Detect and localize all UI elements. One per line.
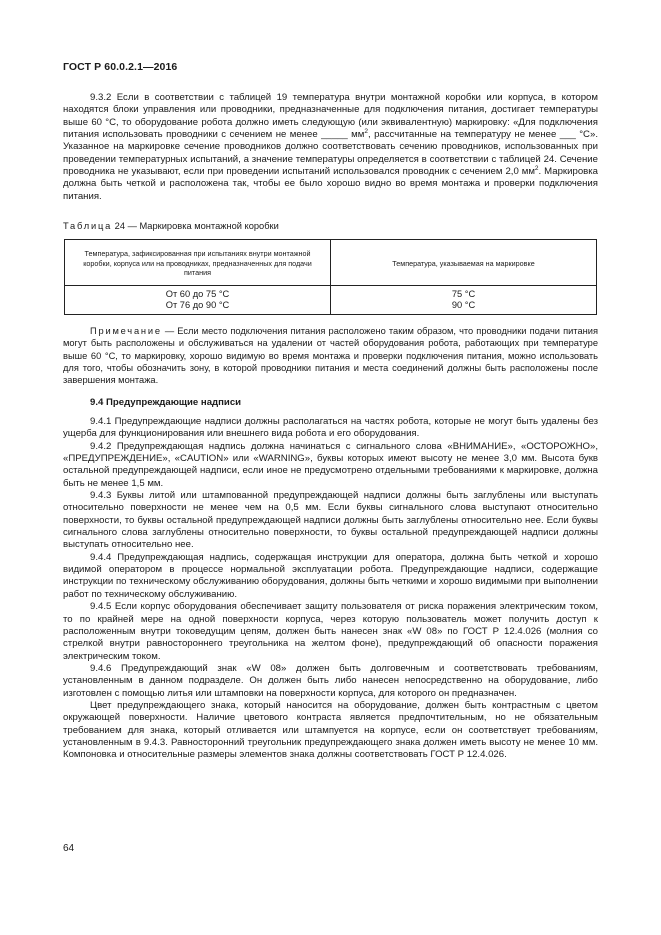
page-number: 64 xyxy=(63,843,75,854)
superscript: 2 xyxy=(534,164,539,172)
table-header-col1: Температура, зафиксированная при испытаниях внутри монтажной коробки, корпуса или на проводниках, предназначенных для подачи питания xyxy=(65,240,331,286)
paragraph-9-4-3: 9.4.3 Буквы литой или штампованной предупреждающей надписи должны быть заглублены или выступать относительно поверхности не менее чем на 0,5 мм. Если буквы сигнального слова выступают относительно поверхности, то буквы остальной предупреждающей надписи должны быть заглублены относительно нее. Если буквы сигнального слова заглублены относительно поверхности, то буквы остальной предупреждающей надписи должны выступать относительно нее. xyxy=(63,490,598,551)
table-note xyxy=(63,325,598,387)
table-cell: 75 °С 90 °С xyxy=(331,285,597,314)
table-caption-text: 24 — Маркировка монтажной коробки xyxy=(114,221,279,232)
paragraph-9-4-6: 9.4.6 Предупреждающий знак «W 08» должен быть долговечным и соответствовать требованиям, установленным в данном подразделе. Он должен быть либо нанесен непосредственно на оборудование, либо изготовлен с помощью литья или штамповки на поверхности корпуса, для которого он предназначен. xyxy=(63,662,598,699)
superscript: 2 xyxy=(364,127,368,135)
table-cell: От 60 до 75 °С От 76 до 90 °С xyxy=(65,285,331,314)
section-title-9-4: 9.4 Предупреждающие надписи xyxy=(90,396,242,408)
table-header-col2: Температура, указываемая на маркировке xyxy=(331,240,597,286)
table-caption xyxy=(63,220,598,232)
paragraph-9-4-1: 9.4.1 Предупреждающие надписи должны располагаться на частях робота, которые не могут быть удалены без ущерба для функционирования или внешнего вида робота и его оборудования. xyxy=(63,416,598,440)
table-header-row xyxy=(65,240,597,286)
paragraph-sign-color: Цвет предупреждающего знака, который наносится на оборудование, должен быть контрастным с цветом окружающей поверхности. Наличие цветового контраста является предпочтительным, но не обязательным требованием для знака, который отливается или штампуется на корпусе, если он соответствует требованиям, установленным в 9.4.3. Равносторонний треугольник предупреждающего знака должен иметь высоту не менее 10 мм. Компоновка и относительные размеры элементов знака должны соответствовать ГОСТ Р 12.4.026. xyxy=(63,699,598,761)
note-text: — Если место подключения питания расположено таким образом, что проводники подачи питания могут быть расположены и обслуживаться на удалении от частей оборудования робота, работающих при температуре выше 60 °С, то маркировку, хорошо видимую во время монтажа и проверки подключения питания, можно использовать для того, чтобы обозначить зону, в которой проводники питания и места соединений должны быть расположены после завершения монтажа. xyxy=(63,325,598,386)
paragraph-9-3-2: 9.3.2 Если в соответствии с таблицей 19 температура внутри монтажной коробки или корпуса, в котором находятся блоки управления или проводники, предназначенные для подключения питания, достигает температуры выше 60 °С, то оборудование робота должно иметь следующую (или эквивалентную) маркировку: «Для подключения питания использовать проводники с сечением не менее _____ $мм^2$, рассчитанные на температуру не менее ___ °С». Указанное на маркировке сечение проводников должно соответствовать сечению проводников, использованных при проведении температурных испытаний, а значение температуры определяется в соответствии с таблицей 24. Сечение проводника не указывают, если при проведении испытаний использовался проводник с сечением 2,0 $мм^2$. Маркировка должна быть четкой и расположена так, чтобы ее было хорошо видно во время монтажа и проверки подключения питания. xyxy=(63,92,598,202)
paragraph-9-4-2: 9.4.2 Предупреждающая надпись должна начинаться с сигнального слова «ВНИМАНИЕ», «ОСТОРОЖНО», «ПРЕДУПРЕЖДЕНИЕ», «CAUTION» или «WARNING», буквы которых имеют высоту не менее 3,0 мм. Высота букв остальной предупреждающей надписи, если иное не предусмотрено отдельными требованиями к маркировке, должна быть не менее 1,5 мм. xyxy=(63,440,598,489)
table-row xyxy=(65,285,597,314)
paragraph-9-4-5: 9.4.5 Если корпус оборудования обеспечивает защиту пользователя от риска поражения электрическим током, то по крайней мере на одной поверхности корпуса, через которую пользователь может получить доступ к расположенным внутри токоведущим цепям, должен быть нанесен знак «W 08» по ГОСТ Р 12.4.026 (молния со стрелкой внутри равностороннего треугольника на желтом фоне), предупреждающий об опасности поражения электрическим током. xyxy=(63,601,598,662)
marking-table xyxy=(64,239,597,315)
page-content xyxy=(63,92,598,762)
document-header: ГОСТ Р 60.0.2.1—2016 xyxy=(63,61,178,73)
note-label: Примечание xyxy=(90,325,162,336)
table-caption-word: Таблица xyxy=(63,221,113,232)
paragraph-9-4-4: 9.4.4 Предупреждающая надпись, содержащая инструкции для оператора, должна быть четкой и хорошо видимой оператором в процессе нормальной эксплуатации робота. Предупреждающие надписи, содержащие инструкции по техническому обслуживанию оборудования, должны быть четкими и хорошо видимыми при выполнении работ по техническому обслуживанию. xyxy=(63,551,598,600)
